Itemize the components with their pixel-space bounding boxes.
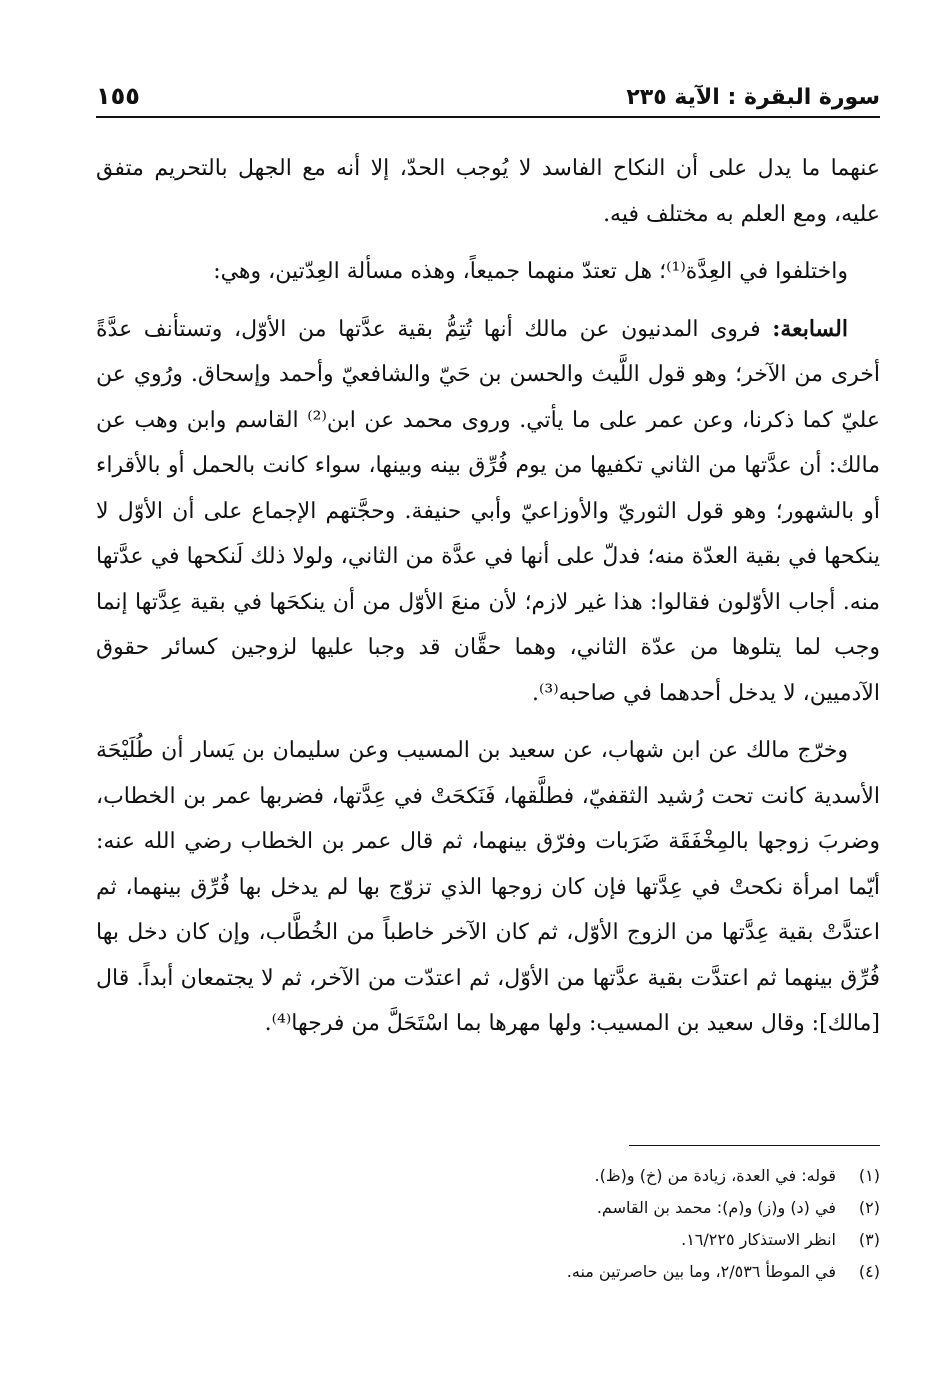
footnote-text: في الموطأ ٢/٥٣٦، وما بين حاصرتين منه. xyxy=(566,1262,836,1281)
paragraph-2: واختلفوا في العِدَّة⁽¹⁾؛ هل تعتدّ منهما جميعاً، وهذه مسألة العِدّتين، وهي: xyxy=(213,259,848,284)
footnote-item xyxy=(96,1224,880,1256)
footnote-item xyxy=(96,1160,880,1192)
paragraph-4: وخرّج مالك عن ابن شهاب، عن سعيد بن المسيب وعن سليمان بن يَسار أن طُلَيْحَة الأسدية كانت تحت رُشيد الثقفيّ، فطلَّقها، فَنَكحَتْ في عِدَّتها، فضربها عمر بن الخطاب، وضربَ زوجها بالمِخْفَقَة ضَرَبات وفرّق بينهما، ثم قال عمر بن الخطاب رضي الله عنه: أيّما امرأة نكحتْ في عِدَّتها فإن كان زوجها الذي تزوّج بها لم يدخل بها فُرِّق بينهما، ثم اعتدَّتْ بقية عِدَّتها من الزوج الأوّل، ثم كان الآخر خاطباً من الخُطَّاب، وإن كان دخل بها فُرِّق بينهما ثم اعتدَّت بقية عدَّتها من الأوّل، ثم اعتدّت من الآخر، ثم لا يجتمعان أبداً. قال [مالك]: وقال سعيد بن المسيب: ولها مهرها بما اسْتَحَلَّ من فرجها⁽⁴⁾. xyxy=(96,738,880,1036)
footnote-number: (٣) xyxy=(858,1230,880,1249)
header-title: سورة البقرة : الآية ٢٣٥ xyxy=(626,85,880,110)
footnote-number: (٤) xyxy=(858,1262,880,1281)
footnote-item xyxy=(96,1192,880,1224)
paragraph-3-label: السابعة: xyxy=(772,315,848,342)
footnote-text: في (د) و(ز) و(م): محمد بن القاسم. xyxy=(596,1198,836,1217)
running-header xyxy=(96,66,880,110)
footnote-number: (٢) xyxy=(858,1198,880,1217)
paragraph-3 xyxy=(96,307,880,717)
main-text xyxy=(96,146,880,1047)
footnote-number: (١) xyxy=(858,1166,880,1185)
paragraph-1: عنهما ما يدل على أن النكاح الفاسد لا يُوجب الحدّ، إلا أنه مع الجهل بالتحريم متفق عليه، ومع العلم به مختلف فيه. xyxy=(96,156,880,227)
footnote-text: انظر الاستذكار ١٦/٢٢٥. xyxy=(681,1230,836,1249)
footnote-item xyxy=(96,1256,880,1288)
header-divider xyxy=(96,116,880,118)
page-number: ١٥٥ xyxy=(96,82,140,110)
footnotes xyxy=(96,1160,880,1288)
paragraph-3-text: فروى المدنيون عن مالك أنها تُتِمُّ بقية عدَّتها من الأوّل، وتستأنف عدَّةً أخرى من الآخر؛ وهو قول اللَّيث والحسن بن حَيّ والشافعيّ وأحمد وإسحاق. ورُوي عن عليّ كما ذكرنا، وعن عمر على ما يأتي. وروى محمد عن ابن⁽²⁾ القاسم وابن وهب عن مالك: أن عدَّتها من الثاني تكفيها من يوم فُرِّق بينه وبينها، سواء كانت بالحمل أو بالأقراء أو بالشهور؛ وهو قول الثوريّ والأوزاعيّ وأبي حنيفة. وحجَّتهم الإجماع على أن الأوّل لا ينكحها في بقية العدّة منه؛ فدلّ على أنها في عدَّة من الثاني، ولولا ذلك لَنكحها في عدَّتها منه. أجاب الأوّلون فقالوا: هذا غير لازم؛ لأن منعَ الأوّل من أن ينكحَها في بقية عِدَّتها إنما وجب لما يتلوها من عدّة الثاني، وهما حقَّان قد وجبا عليها لزوجين كسائر حقوق الآدميين، لا يدخل أحدهما في صاحبه⁽³⁾. xyxy=(96,316,880,706)
footnote-divider xyxy=(629,1145,880,1146)
footnote-text: قوله: في العدة، زيادة من (خ) و(ظ). xyxy=(594,1166,836,1185)
